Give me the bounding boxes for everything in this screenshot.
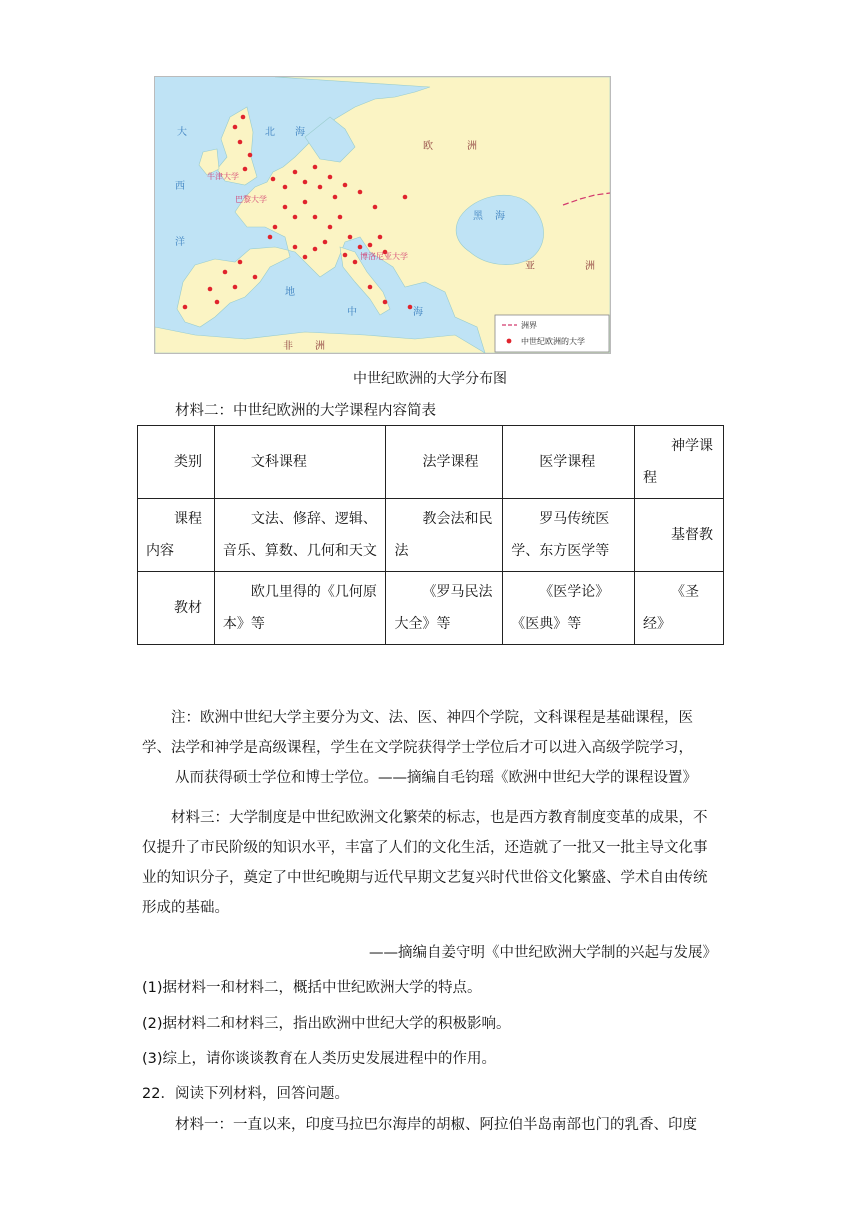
material3-text: 材料三：大学制度是中世纪欧洲文化繁荣的标志，也是西方教育制度变革的成果，不仅提升了市民阶级的知识水平，丰富了人们的文化生活，还造就了一批又一批主导文化事业的知识分子，奠定了中世纪晚期与近代早期文艺复兴时代世俗文化繁盛、学术自由传统形成的基础。: [142, 810, 708, 916]
university-dot: [208, 287, 213, 292]
university-dot: [318, 185, 323, 190]
header-law: 法学课程: [386, 426, 503, 499]
material2-title: 材料二：中世纪欧洲的大学课程内容简表: [175, 403, 436, 419]
label-di: 地: [285, 287, 295, 298]
university-dot: [268, 235, 273, 240]
question-1: (1)据材料一和材料二，概括中世纪欧洲大学的特点。: [142, 980, 482, 996]
university-dot: [243, 167, 248, 172]
europe-university-map: [154, 76, 611, 354]
university-dot: [358, 245, 363, 250]
header-medicine: 医学课程: [503, 426, 635, 499]
question-2: (2)据材料二和材料三，指出欧洲中世纪大学的积极影响。: [142, 1016, 511, 1032]
university-dot: [273, 225, 278, 230]
university-dot: [343, 253, 348, 258]
header-category: 类别: [138, 426, 215, 499]
table-cell: 《罗马民法大全》等: [386, 572, 503, 645]
label-hai: 海: [295, 127, 305, 138]
university-dot: [328, 225, 333, 230]
university-dot: [238, 260, 243, 265]
label-da: 大: [177, 127, 187, 138]
label-zhou: 洲: [467, 141, 477, 152]
label-ya: 亚: [525, 261, 535, 272]
question-22-heading: 22．阅读下列材料，回答问题。: [142, 1086, 349, 1102]
label-hei: 黑: [473, 211, 483, 222]
university-dot: [293, 245, 298, 250]
label-bologna: 博洛尼亚大学: [360, 252, 408, 261]
question-22-material1: 材料一：一直以来，印度马拉巴尔海岸的胡椒、阿拉伯半岛南部也门的乳香、印度: [175, 1117, 697, 1133]
table-note: 注：欧洲中世纪大学主要分为文、法、医、神四个学院，文科课程是基础课程，医学、法学和神学是高级课程，学生在文学院获得学士学位后才可以进入高级学院学习，: [142, 710, 693, 756]
university-dot: [333, 195, 338, 200]
legend-box: [495, 315, 609, 352]
university-dot: [323, 240, 328, 245]
university-dot: [378, 235, 383, 240]
legend-dot-swatch: [507, 339, 512, 344]
table-cell: 教材: [138, 572, 215, 645]
note-source: 从而获得硕士学位和博士学位。——摘编自毛钧瑶《欧洲中世纪大学的课程设置》: [175, 770, 697, 786]
university-dot: [283, 205, 288, 210]
university-dot: [223, 270, 228, 275]
label-xi: 西: [175, 181, 185, 192]
table-header-row: [138, 426, 724, 499]
table-row: [138, 572, 724, 645]
university-dot: [373, 205, 378, 210]
university-dot: [271, 177, 276, 182]
university-dot: [183, 305, 188, 310]
table-row: [138, 499, 724, 572]
label-zhou3: 洲: [315, 341, 325, 352]
header-arts: 文科课程: [214, 426, 386, 499]
table-cell: 《圣经》: [635, 572, 724, 645]
material3-source: ——摘编自姜守明《中世纪欧洲大学制的兴起与发展》: [369, 945, 717, 961]
map-caption: 中世纪欧洲的大学分布图: [353, 371, 507, 387]
university-dot: [403, 195, 408, 200]
table-cell: 课程内容: [138, 499, 215, 572]
label-hai3: 海: [413, 307, 423, 318]
university-dot: [313, 165, 318, 170]
university-dot: [233, 285, 238, 290]
label-zhou2: 洲: [585, 261, 595, 272]
university-dot: [303, 180, 308, 185]
university-dot: [353, 260, 358, 265]
university-dot: [241, 115, 246, 120]
label-zhong: 中: [347, 307, 357, 318]
table-cell: 教会法和民法: [386, 499, 503, 572]
university-dot: [358, 190, 363, 195]
university-dot: [293, 170, 298, 175]
header-theology: 神学课程: [635, 426, 724, 499]
legend-border-label: 洲界: [521, 321, 537, 330]
university-dot: [303, 255, 308, 260]
university-dot: [248, 153, 253, 158]
university-dot: [293, 215, 298, 220]
question-3: (3)综上，请你谈谈教育在人类历史发展进程中的作用。: [142, 1051, 497, 1067]
university-dot: [408, 305, 413, 310]
table-cell: 欧几里得的《几何原本》等: [214, 572, 386, 645]
university-dot: [313, 215, 318, 220]
university-dot: [338, 215, 343, 220]
map-graphic: [155, 77, 610, 353]
university-dot: [233, 125, 238, 130]
university-dot: [215, 300, 220, 305]
label-hai2: 海: [495, 211, 505, 222]
label-paris: 巴黎大学: [235, 195, 267, 204]
university-dot: [343, 183, 348, 188]
table-cell: 罗马传统医学、东方医学等: [503, 499, 635, 572]
university-dot: [348, 235, 353, 240]
university-dot: [328, 175, 333, 180]
university-dot: [238, 140, 243, 145]
university-dot: [303, 200, 308, 205]
university-dot: [283, 185, 288, 190]
table-cell: 基督教: [635, 499, 724, 572]
table-cell: 文法、修辞、逻辑、音乐、算数、几何和天文: [214, 499, 386, 572]
label-ou: 欧: [423, 141, 433, 152]
label-bei: 北: [265, 127, 275, 138]
university-dot: [368, 285, 373, 290]
course-table: [137, 425, 724, 645]
label-oxford: 牛津大学: [207, 172, 239, 181]
university-dot: [368, 243, 373, 248]
label-fei: 非: [283, 341, 293, 352]
university-dot: [253, 275, 258, 280]
legend-univ-label: 中世纪欧洲的大学: [521, 337, 585, 346]
university-dot: [383, 300, 388, 305]
table-cell: 《医学论》《医典》等: [503, 572, 635, 645]
label-yang: 洋: [175, 237, 185, 248]
university-dot: [313, 247, 318, 252]
